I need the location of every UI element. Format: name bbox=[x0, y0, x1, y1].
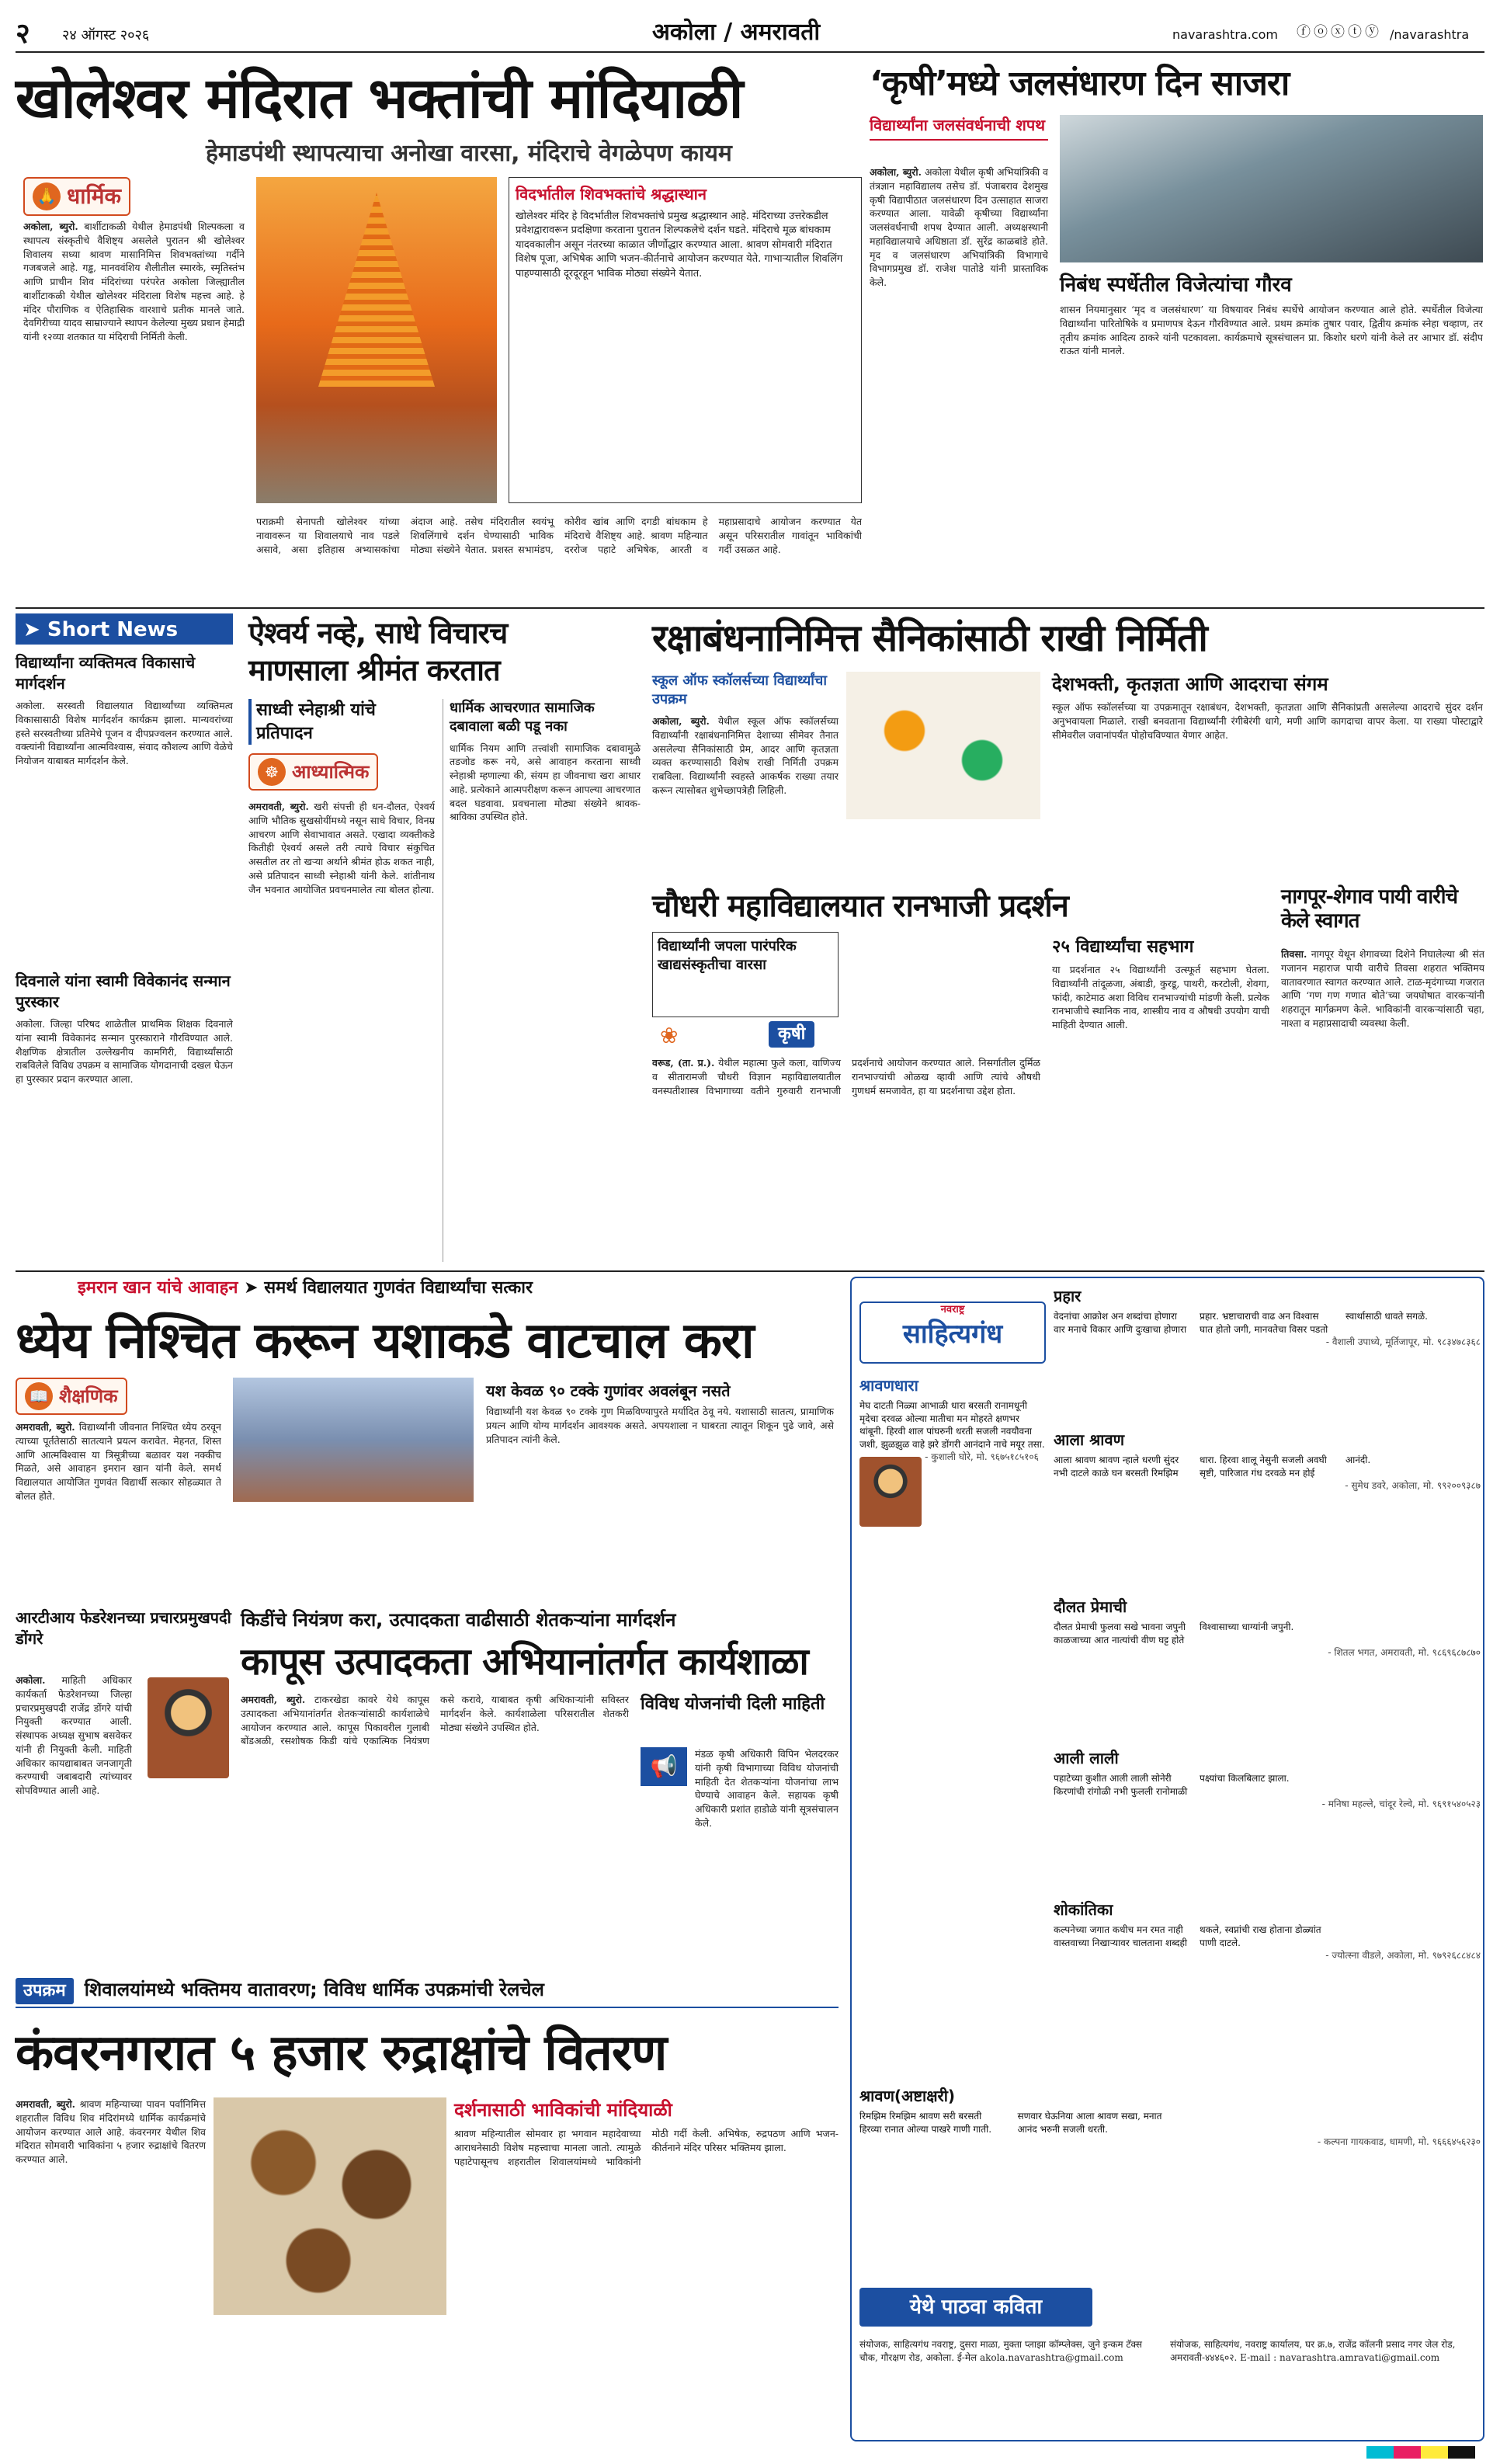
sub2-text: या प्रदर्शनात २५ विद्यार्थ्यांनी उत्स्फूर्त सहभाग घेतला. विद्यार्थ्यांनी तांदूळजा, अंबाडी, कुरडू, पाथरी, करटोली, शेवगा, फांदी, काटेमाठ अशा विविध रानभाज्यांची मांडणी केली. प्रत्येक रानभाजीचे स्थानिक नाव, शास्त्रीय नाव व औषधी उपयोग याची माहिती देण्यात आली. bbox=[1052, 964, 1269, 1030]
site-url[interactable]: navarashtra.com bbox=[1172, 27, 1278, 42]
masthead bbox=[16, 9, 1484, 53]
short-news bbox=[16, 613, 241, 1266]
box-text: मंडळ कृषी अधिकारी विपिन भेलदरकर यांनी कृषी विभागाच्या विविध योजनांची माहिती देत शेतकऱ्यांना योजनांचा लाभ घेण्याचे आवाहन केले. सहायक कृषी अधिकारी प्रशांत हाडोळे यांनी सूत्रसंचालन केले. bbox=[695, 1748, 839, 1829]
category-badge: 🙏 धार्मिक bbox=[23, 177, 130, 216]
lead-text bbox=[23, 220, 245, 546]
box-title: यश केवळ ९० टक्के गुणांवर अवलंबून नसते bbox=[486, 1381, 731, 1400]
event-photo bbox=[1060, 115, 1483, 262]
story-sadhvi bbox=[248, 613, 644, 1266]
headline: नागपूर-शेगाव पायी वारीचे केले स्वागत bbox=[1281, 885, 1457, 933]
date: २४ ऑगस्ट २०२६ bbox=[62, 27, 150, 43]
short-news-header: ➤ Short News bbox=[16, 613, 233, 645]
category-badge: ☸ आध्यात्मिक bbox=[248, 753, 378, 791]
box-title: दर्शनासाठी भाविकांची मांदियाळी bbox=[454, 2099, 672, 2121]
headline: रक्षाबंधनानिमित्त सैनिकांसाठी राखी निर्मिती bbox=[652, 617, 1207, 660]
box-text: धार्मिक नियम आणि तत्त्वांशी सामाजिक दबावामुळे तडजोड करू नये, असे आवाहन करताना साध्वी स्नेहाश्री म्हणाल्या की, संयम हा जीवनाचा खरा आधार आहे. प्रत्येकाने आत्मपरीक्षण करून आपल्या आचरणात बदल घडवावा. प्रवचनाला मोठ्या संख्येने श्रावक-श्राविका उपस्थित होते. bbox=[450, 742, 641, 823]
subhead: हेमाडपंथी स्थापत्याचा अनोखा वारसा, मंदिराचे वेगळेपण कायम bbox=[206, 140, 732, 167]
category-badge: कृषी bbox=[769, 1021, 814, 1048]
story-ranbhaji bbox=[652, 885, 1273, 1266]
headline: चौधरी महाविद्यालयात रानभाजी प्रदर्शन bbox=[652, 888, 1068, 924]
body: अमरावती, ब्युरो. श्रावण महिन्याच्या पावन पर्वानिमित्त शहरातील विविध शिव मंदिरांमध्ये धार्मिक कार्यक्रमांचे आयोजन करण्यात आले आहे. कंवरनगर येथील शिव मंदिरात सोमवारी भाविकांना ५ हजार रुद्राक्षांचे वितरण करण्यात आले. bbox=[16, 2098, 206, 2165]
poem-4: दौलत प्रेमाची दौलत प्रेमाची फुलवा सखे भावना जपुनी काळजाच्या आत नात्यांची वीण घट्ट होते विश्वासाच्या धाग्यांनी जपुनी. - शितल भगत, अमरावती, मो. ९८६९६८७८७० bbox=[1054, 1597, 1481, 1659]
arrow-icon: ➤ bbox=[23, 618, 47, 641]
story-imran bbox=[16, 1277, 839, 1603]
book-icon: 📖 bbox=[25, 1382, 53, 1410]
side-title: विद्यार्थ्यांनी जपला पारंपरिक खाद्यसंस्कृतीचा वारसा bbox=[658, 938, 797, 974]
page-number: २ bbox=[16, 18, 30, 50]
banner: इमरान खान यांचे आवाहन ➤ समर्थ विद्यालयात गुणवंत विद्यार्थ्यांचा सत्कार bbox=[78, 1278, 533, 1298]
story-rakhi bbox=[652, 613, 1484, 878]
box-title: विदर्भातील शिवभक्तांचे श्रद्धास्थान bbox=[516, 185, 707, 203]
sidebar-box bbox=[641, 1693, 839, 1969]
headline-l2: माणसाला श्रीमंत करतात bbox=[248, 653, 500, 687]
sahityagandh bbox=[850, 1277, 1484, 2441]
divider bbox=[16, 1270, 1484, 1272]
body: तिवसा. नागपूर येथून शेगावच्या दिशेने निघालेल्या श्री संत गजानन महाराज पायी वारीचे तिवसा शहरात भक्तिमय वातावरणात स्वागत करण्यात आले. टाळ-मृदंगाच्या गजरात आणि ‘गण गण गणात बोते’च्या जयघोषात वारकऱ्यांनी शहरातून मार्गक्रमण केले. भाविकांनी वारकऱ्यांसाठी चहा, नाश्ता व महाप्रसादाची व्यवस्था केली. bbox=[1281, 948, 1484, 1029]
box bbox=[481, 1378, 839, 1502]
essay-text: शासन नियमानुसार ‘मृद व जलसंधारण’ या विषयावर निबंध स्पर्धेचे आयोजन करण्यात आले होते. स्पर्धेतील विजेत्या विद्यार्थ्यांना पारितोषिके व प्रमाणपत्र देऊन गौरविण्यात आले. प्रथम क्रमांक तुषार पवार, द्वितीय क्रमांक स्नेहा चव्हाण, तर तृतीय क्रमांक आदित्य ठाकरे यांनी पटकावला. कार्यक्रमाचे सूत्रसंचालन प्रा. किशोर धरणे यांनी केले तर आभार डॉ. संदीप राऊत यांनी मानले. bbox=[1060, 304, 1483, 357]
right-title: देशभक्ती, कृतज्ञता आणि आदराचा संगम bbox=[1052, 673, 1328, 695]
meditation-icon: ☸ bbox=[258, 758, 286, 786]
headline: ध्येय निश्चित करून यशाकडे वाटचाल करा bbox=[16, 1312, 754, 1370]
poem-6: शोकांतिका कल्पनेच्या जगात कधीच मन रमत नाही वास्तवाच्या निखाऱ्यावर चालताना शब्दही थकले, स्वप्नांची राख होताना डोळ्यांत पाणी दाटले. - ज्योत्स्ना वीडले, अकोला, मो. ९७९२६८८४८४ bbox=[1054, 1900, 1481, 1962]
pretitle: किडींचे नियंत्रण करा, उत्पादकता वाढीसाठी शेतकऱ्यांना मार्गदर्शन bbox=[241, 1609, 676, 1631]
poem-2: प्रहार वेदनांचा आक्रोश अन शब्दांचा होणारा वार मनाचे विकार आणि दुःखाचा होणारा प्रहार. भ्रष्टाचाराची वाढ अन विश्वास घात होतो जगी, मानवतेचा विसर पडतो स्वार्थासाठी धावते सगळे. - वैशाली उपाध्ये, मूर्तिजापूर, मो. ९८३४७८३६८ bbox=[1054, 1287, 1481, 1348]
edition: अकोला / अमरावती bbox=[652, 19, 821, 46]
lead-body: बार्शीटाकळी येथील हेमाडपंथी शिल्पकला व स्थापत्य संस्कृतीचे वैशिष्ट्य असलेले पुरातन श्री खोलेश्वर शिवालय सध्या श्रावण मासानिमित्त शिवभक्तांच्या गर्दीने गजबजले आहे. गड्ढ, मानववंशिय शैलीतील स्मारके, स्मृतिस्तंभ आणि प्राचीन शिव मंदिरांच्या परंपरेत अकोला जिल्ह्यातील बार्शीटाकळी येथील खोलेश्वर मंदिराला विशेष महत्त्व आहे. हे मंदिर पौराणिक व ऐतिहासिक वारशाचे प्रतीक मानले जाते. देवगिरीच्या यादव साम्राज्याने स्थापन केलेल्या मुख्य प्रधान हेमाद्री यांनी १२व्या शतकात या मंदिराची निर्मिती केली. bbox=[23, 221, 245, 342]
side-title: विद्यार्थ्यांना जलसंवर्धनाची शपथ bbox=[870, 115, 1048, 141]
headline-l1: ऐश्वर्य नव्हे, साधे विचारच bbox=[248, 616, 508, 650]
body: वरूड, (ता. प्र.). येथील महात्मा फुले कला, वाणिज्य व सीतारामजी चौधरी विज्ञान महाविद्यालयातील वनस्पतीशास्त्र विभागाच्या वतीने गुरुवारी रानभाजी प्रदर्शनाचे आयोजन करण्यात आले. निसर्गातील दुर्मिळ रानभाज्यांची ओळख व्हावी आणि त्यांचे औषधी गुणधर्म समजावेत, हा या प्रदर्शनाचा उद्देश होता. bbox=[652, 1057, 1040, 1096]
poet-photo bbox=[859, 1457, 922, 1527]
temple-spire bbox=[318, 193, 435, 387]
headline: कंवरनगरात ५ हजार रुद्राक्षांचे वितरण bbox=[16, 2024, 667, 2082]
rakhi-photo bbox=[846, 672, 1040, 819]
praying-hands-icon: 🙏 bbox=[33, 182, 61, 210]
banner bbox=[16, 1977, 839, 2008]
box-title: विविध योजनांची दिली माहिती bbox=[641, 1694, 825, 1714]
sidebar-box bbox=[443, 699, 641, 1262]
tag: उपक्रम bbox=[16, 1978, 74, 2004]
brand-logo bbox=[859, 1302, 1046, 1364]
story-kapus bbox=[241, 1607, 839, 1972]
body: अकोला. माहिती अधिकार कार्यकर्ता फेडरेशनच्या जिल्हा प्रचारप्रमुखपदी राजेंद्र डोंगरे यांची नियुक्ती करण्यात आली. संस्थापक अध्यक्ष सुभाष बसवेकर यांनी ही नियुक्ती केली. माहिती अधिकार कायद्याबाबत जनजागृती करण्याची जबाबदारी त्यांच्यावर सोपविण्यात आली आहे. bbox=[16, 1674, 132, 1796]
story-rti bbox=[16, 1607, 233, 1972]
poem-7: श्रावण(अष्टाक्षरी) रिमझिम रिमझिम श्रावण सरी बरसती हिरव्या रानात ओल्या पाखरे गाणी गाती. सणवार घेऊनिया आला श्रावण सखा, मनात आनंद भरुनी सजली धरती. - कल्पना गायकवाड, धामणी, मो. ९६६६४५६२३० bbox=[859, 2087, 1481, 2148]
arrow-icon: ➤ bbox=[244, 1278, 265, 1298]
body-text: पराक्रमी सेनापती खोलेश्वर यांच्या नावावरून या शिवालयाचे नाव पडले असावे, असा इतिहास अभ्यासकांचा अंदाज आहे. तसेच मंदिरातील स्वयंभू शिवलिंगाचे दर्शन घेण्यासाठी भाविक मोठ्या संख्येने येतात. प्रशस्त सभामंडप, कोरीव खांब आणि दगडी बांधकाम हे मंदिराचे वैशिष्ट्य आहे. श्रावण महिन्यात दररोज पहाटे अभिषेक, आरती व महाप्रसादाचे आयोजन करण्यात येत असून परिसरातील गावांतून भाविकांची गर्दी उसळत आहे. bbox=[256, 516, 862, 555]
banner-text: शिवालयांमध्ये भक्तिमय वातावरण; विविध धार्मिक उपक्रमांची रेलचेल bbox=[84, 1979, 544, 2000]
essay-title: निबंध स्पर्धेतील विजेत्यांचा गौरव bbox=[1060, 273, 1292, 297]
social-handle[interactable]: /navarashtra bbox=[1390, 27, 1470, 42]
headline: खोलेश्वर मंदिरात भक्तांची मांदियाळी bbox=[16, 65, 743, 130]
body: अकोला, ब्युरो. अकोला येथील कृषी अभियांत्रिकी व तंत्रज्ञान महाविद्यालय तसेच डॉ. पंजाबराव देशमुख कृषी विद्यापीठात जलसंधारण दिन उत्साहात साजरा करण्यात आला. यावेळी कृषीच्या विद्यार्थ्यांना जलसंवर्धनाची शपथ देण्यात आली. अध्यक्षस्थानी महाविद्यालयाचे अधिष्ठाता डॉ. सुरेंद्र काळबांडे होते. मृद व जलसंधारण अभियांत्रिकी विभागाचे विभागप्रमुख डॉ. राजेश पातोडे यांनी प्रास्ताविक केले. bbox=[870, 166, 1048, 288]
registration-marks bbox=[1366, 2446, 1475, 2459]
box-text: खोलेश्वर मंदिर हे विदर्भातील शिवभक्तांचे प्रमुख श्रद्धास्थान आहे. मंदिराच्या उत्तरेकडील प्रवेशद्वारावरून प्रदक्षिणा करताना पुरातन शिल्पकलेचे दर्शन घडते. मंदिराचे मूळ बांधकाम यादवकालीन असून नंतरच्या काळात जीर्णोद्धार करण्यात आला. श्रावण सोमवारी मंदिरात विशेष पूजा, अभिषेक आणि भजन-कीर्तनाचे आयोजन करण्यात येते. गाभाऱ्यातील शिवलिंग पाहण्यासाठी दूरदूरहून भाविक मोठ्या संख्येने येतात. bbox=[516, 210, 843, 280]
category-badge: 📖 शैक्षणिक bbox=[16, 1378, 127, 1415]
box-text: श्रावण महिन्यातील सोमवार हा भगवान महादेवाच्या आराधनेसाठी विशेष महत्त्वाचा मानला जातो. त्यामुळे पहाटेपासूनच शहरातील शिवालयांमध्ये भाविकांनी मोठी गर्दी केली. अभिषेक, रुद्रपठण आणि भजन-कीर्तनाने मंदिर परिसर भक्तिमय झाला. bbox=[454, 2128, 839, 2167]
poem-3: आला श्रावण आला श्रावण श्रावण न्हाले धरणी सुंदर नभी दाटले काळे घन बरसती रिमझिम धारा. हिरवा शालू नेसुनी सजली अवघी सृष्टी, पारिजात गंध दरवळे मन होई आनंदी. - सुमेध डवरे, अकोला, मो. ९९२००९३८७ bbox=[1054, 1430, 1481, 1492]
item1-text: अकोला. सरस्वती विद्यालयात विद्यार्थ्यांच्या व्यक्तिमत्व विकासासाठी विशेष मार्गदर्शन कार्यक्रम झाला. मान्यवरांच्या हस्ते सरस्वतीच्या प्रतिमेचे पूजन व दीपप्रज्वलन करण्यात आले. वक्त्यांनी विद्यार्थ्यांना आत्मविश्वास, संवाद कौशल्य आणि वेळेचे नियोजन याबाबत मार्गदर्शन केले. bbox=[16, 700, 233, 766]
story-rudraksha bbox=[16, 1977, 839, 2443]
leaf-icon: ❀ bbox=[660, 1023, 679, 1048]
story-kholeshwar bbox=[16, 61, 862, 604]
body: अमरावती, ब्युरो. टाकरखेडा कावरे येथे कापूस उत्पादकता अभियानांतर्गत शेतकऱ्यांसाठी कार्यशाळेचे आयोजन करण्यात आले. कापूस पिकावरील गुलाबी बोंडअळी, रसशोषक किडी यांचे एकात्मिक नियंत्रण कसे करावे, याबाबत कृषी अधिकाऱ्यांनी सविस्तर मार्गदर्शन केले. कार्यशाळेला परिसरातील शेतकरी मोठ्या संख्येने उपस्थित होते. bbox=[241, 1694, 629, 1747]
item2-title: दिवनाले यांना स्वामी विवेकानंद सन्मान पुरस्कार bbox=[16, 971, 231, 1011]
body: अकोला, ब्युरो. येथील स्कूल ऑफ स्कॉलर्सच्या विद्यार्थ्यांनी रक्षाबंधनानिमित्त देशाच्या सीमेवर तैनात असलेल्या सैनिकांसाठी प्रेम, आदर आणि कृतज्ञता व्यक्त करण्यासाठी विशेष राखी निर्मिती उपक्रम राबविला. विद्यार्थ्यांनी स्वहस्ते आकर्षक राख्या तयार करून त्यासोबत शुभेच्छापत्रेही लिहिली. bbox=[652, 715, 839, 796]
side-box bbox=[652, 932, 839, 1017]
box-text: विद्यार्थ्यांनी यश केवळ ९० टक्के गुण मिळविण्यापुरते मर्यादित ठेवू नये. यशासाठी सातत्य, प्रामाणिक प्रयत्न आणि योग्य मार्गदर्शन आवश्यक असते. अपयशाला न घाबरता त्यातून शिकून पुढे जावे, असे प्रतिपादन त्यांनी केले. bbox=[486, 1406, 834, 1445]
sidebar-box bbox=[454, 2097, 839, 2439]
story-krishi bbox=[870, 61, 1484, 604]
brand-top: नवराष्ट्र bbox=[940, 1304, 965, 1315]
item1-title: विद्यार्थ्यांना व्यक्तिमत्व विकासाचे मार्गदर्शन bbox=[16, 653, 196, 693]
footer-akola: संयोजक, साहित्यगंध नवराष्ट्र, दुसरा माळा, मुक्ता प्लाझा कॉम्प्लेक्स, जुने इन्कम टॅक्स चौक, गौरक्षण रोड, अकोला. ई-मेल akola.navarashtra@gmail.com bbox=[859, 2339, 1143, 2364]
headline: कापूस उत्पादकता अभियानांतर्गत कार्यशाळा bbox=[241, 1640, 808, 1684]
right-text: स्कूल ऑफ स्कॉलर्सच्या या उपक्रमातून रक्षाबंधन, देशभक्ती, कृतज्ञता आणि सैनिकांप्रती असलेल्या आदराचे सुंदर दर्शन अनुभवायला मिळाले. राखी बनवताना विद्यार्थ्यांनी रंगीबेरंगी धागे, मणी आणि कागदाचा वापर केला. या राख्या पोस्टाद्वारे सीमेवरील जवानांपर्यंत पोहोचविण्यात येणार आहेत. bbox=[1052, 701, 1483, 741]
megaphone-icon: 📢 bbox=[641, 1747, 687, 1786]
box-title: धार्मिक आचरणात सामाजिक दबावाला बळी पडू नका bbox=[450, 700, 595, 735]
poem-1: श्रावणधारा मेघ दाटती निळ्या आभाळी धारा बरसती रानामधूनी मृदेचा दरवळ ओल्या मातीचा मन मोहरते क्षणभर थांबूनी. हिरवी शाल पांघरुनी धरती सजली नवयौवना जशी, झुळझुळ वाहे झरे डोंगरी आनंदाने नाचे मयूर तसा. - कुशाली घोरे, मो. ९६७५१८५१०६ bbox=[859, 1375, 1046, 1810]
divider bbox=[16, 607, 1484, 609]
dateline: अकोला, ब्युरो. bbox=[23, 221, 78, 232]
body: अमरावती, ब्युरो. खरी संपत्ती ही धन-दौलत, ऐश्वर्य आणि भौतिक सुखसोयींमध्ये नसून साधे विचार, विनम्र आचरण आणि सेवाभावात असते. एखादा व्यक्तीकडे कितीही ऐश्वर्य असले तरी त्याचे विचार संकुचित असतील तर तो खऱ्या अर्थाने श्रीमंत होऊ शकत नाही, असे प्रतिपादन साध्वी स्नेहाश्री यांनी केले. शांतीनाथ जैन भवनात आयोजित प्रवचनमालेत त्या बोलत होत्या. bbox=[248, 801, 435, 895]
footer-amravati: संयोजक, साहित्यगंध, नवराष्ट्र कार्यालय, घर क्र.७, राजेंद्र कॉलनी प्रसाद नगर जेल रोड, अमरावती-४४४६०२. E-mail : navarashtra.amravati@gmail.com bbox=[1170, 2339, 1456, 2364]
submit-banner: येथे पाठवा कविता bbox=[859, 2288, 1092, 2327]
sub2-title: २५ विद्यार्थ्यांचा सहभाग bbox=[1052, 937, 1194, 957]
social-icons[interactable]: ⓕⓞⓧⓣⓨ bbox=[1297, 24, 1382, 40]
brand-name: साहित्यगंध bbox=[902, 1318, 1003, 1350]
sidebar-box bbox=[509, 177, 862, 503]
headline: ‘कृषी’मध्ये जलसंधारण दिन साजरा bbox=[870, 64, 1290, 103]
story-wari bbox=[1281, 885, 1484, 1266]
title: आरटीआय फेडरेशनच्या प्रचारप्रमुखपदी डोंगरे bbox=[16, 1608, 231, 1648]
rudraksha-photo bbox=[214, 2097, 446, 2315]
side-title: स्कूल ऑफ स्कॉलर्सच्या विद्यार्थ्यांचा उपक्रम bbox=[652, 672, 828, 708]
avatar bbox=[148, 1677, 229, 1778]
item2-text: अकोला. जिल्हा परिषद शाळेतील प्राथमिक शिक्षक दिवनाले यांना स्वामी विवेकानंद सन्मान पुरस्काराने गौरविण्यात आले. शैक्षणिक क्षेत्रातील उल्लेखनीय कामगिरी, विद्यार्थ्यांसाठी राबविलेले विविध उपक्रम व सामाजिक योगदानाची दखल घेऊन हा पुरस्कार प्रदान करण्यात आला. bbox=[16, 1018, 233, 1085]
temple-photo bbox=[256, 177, 497, 503]
group-photo bbox=[233, 1378, 474, 1502]
poem-5: आली लाली पहाटेच्या कुशीत आली लाली सोनेरी किरणांची रांगोळी नभी फुलली रानोमाळी पक्ष्यांचा किलबिलाट झाला. - मनिषा महल्ले, चांदूर रेल्वे, मो. ९६९१५४०५२३ bbox=[1054, 1749, 1481, 1810]
side-title: साध्वी स्नेहाश्री यांचे प्रतिपादन bbox=[248, 699, 427, 745]
body: अमरावती, ब्युरो. विद्यार्थ्यांनी जीवनात निश्चित ध्येय ठरवून त्याच्या पूर्ततेसाठी सातत्याने प्रयत्न करावेत. मेहनत, शिस्त आणि आत्मविश्वास या त्रिसूत्रीच्या बळावर यश नक्कीच मिळते, असे आवाहन इमरान खान यांनी केले. समर्थ विद्यालयात आयोजित गुणवंत विद्यार्थी सत्कार सोहळ्यात ते बोलत होते. bbox=[16, 1421, 221, 1502]
